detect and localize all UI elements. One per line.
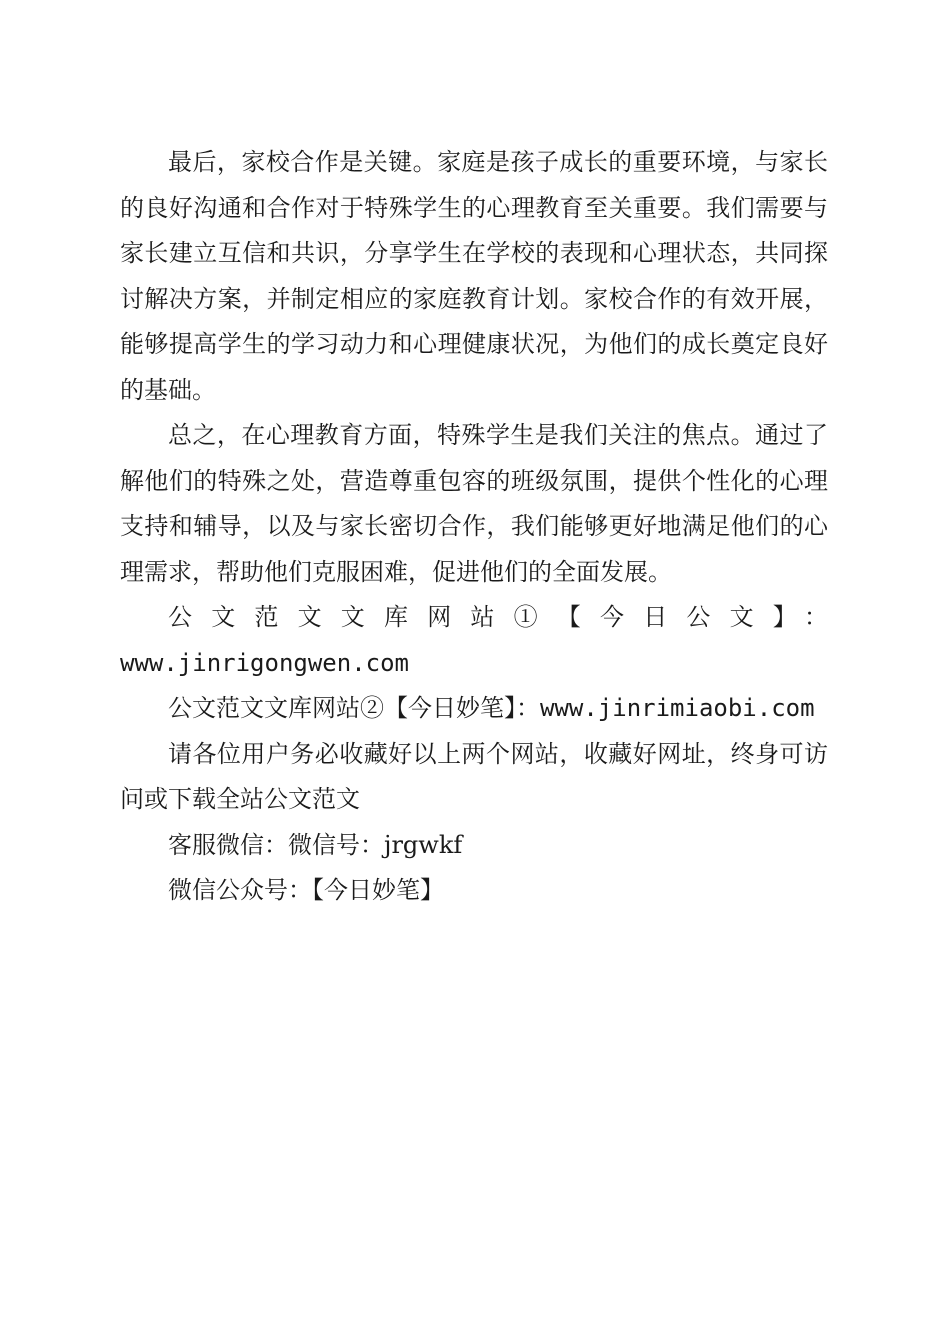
site1-label: 公文范文文库网站①【今日公文】： [168, 603, 828, 631]
site2-label: 公文范文文库网站②【今日妙笔】： [168, 694, 540, 722]
document-body [120, 140, 828, 914]
site2-line [120, 686, 828, 732]
site1-url-line [120, 641, 828, 687]
wechat-service: 客服微信：微信号：jrgwkf [168, 830, 463, 859]
site1-url[interactable]: www.jinrigongwen.com [120, 648, 409, 677]
paragraph-home-school-cooperation: 最后，家校合作是关键。家庭是孩子成长的重要环境，与家长的良好沟通和合作对于特殊学生的心理教育至关重要。我们需要与家长建立互信和共识，分享学生在学校的表现和心理状态，共同探讨解决方案，并制定相应的家庭教育计划。家校合作的有效开展，能够提高学生的学习动力和心理健康状况，为他们的成长奠定良好的基础。 [120, 148, 828, 404]
site2-url[interactable]: www.jinrimiaobi.com [540, 694, 815, 722]
paragraph-conclusion: 总之，在心理教育方面，特殊学生是我们关注的焦点。通过了解他们的特殊之处，营造尊重包容的班级氛围，提供个性化的心理支持和辅导，以及与家长密切合作，我们能够更好地满足他们的心理需求，帮助他们克服困难，促进他们的全面发展。 [120, 421, 828, 586]
wechat-official-account: 微信公众号：【今日妙笔】 [168, 876, 444, 904]
bookmark-notice: 请各位用户务必收藏好以上两个网站，收藏好网址，终身可访问或下载全站公文范文 [120, 739, 828, 813]
